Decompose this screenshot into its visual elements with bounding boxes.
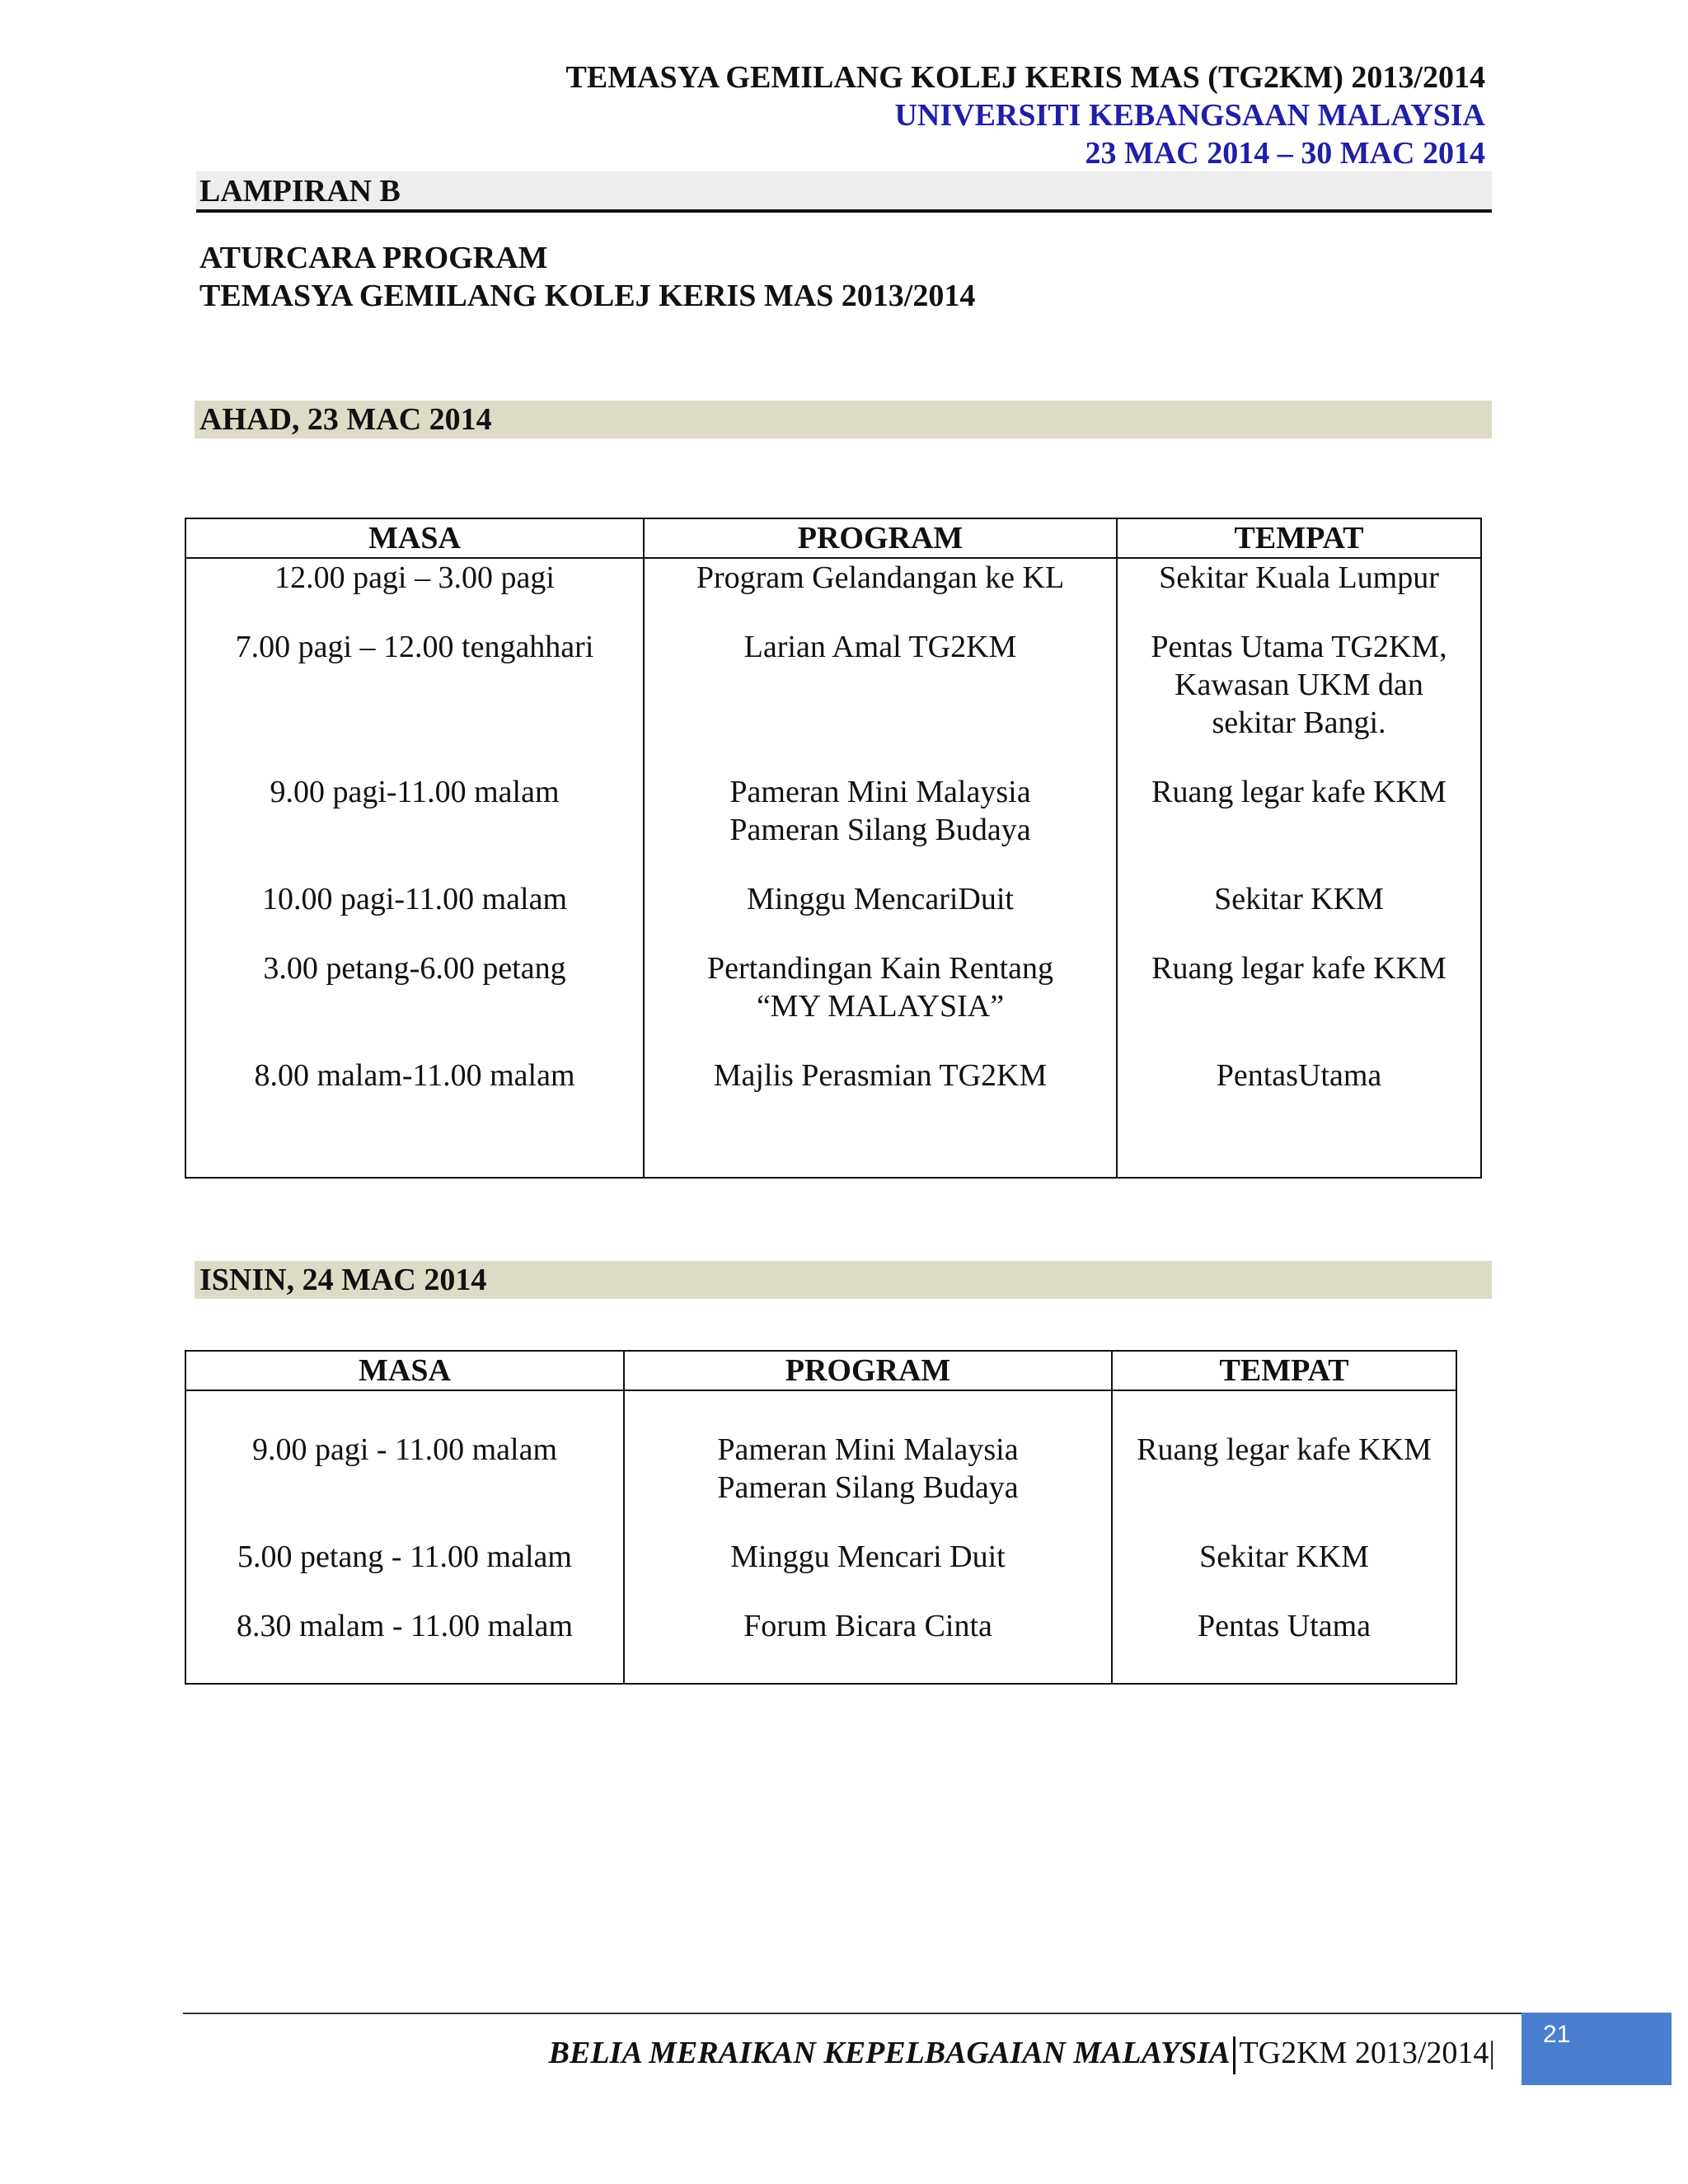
footer-slogan: BELIA MERAIKAN KEPELBAGAIAN MALAYSIA: [548, 2036, 1231, 2070]
tempat-text: Ruang legar kafe KKM: [1137, 1432, 1432, 1467]
masa-text: 9.00 pagi - 11.00 malam: [251, 1432, 558, 1467]
column-header-tempat: TEMPAT: [1117, 518, 1481, 558]
table-row: [185, 918, 1481, 1025]
footer-divider: [183, 2013, 1672, 2014]
table-row: [185, 597, 1481, 742]
column-header-masa: MASA: [185, 1351, 624, 1390]
cell-program: [644, 918, 1117, 1025]
cell-tempat: [1117, 597, 1481, 742]
program-text: Larian Amal TG2KM: [743, 630, 1017, 664]
column-header-program: PROGRAM: [644, 518, 1117, 558]
column-header-masa: MASA: [185, 518, 644, 558]
masa-text: 8.30 malam - 11.00 malam: [236, 1609, 574, 1643]
masa-text: 5.00 petang - 11.00 malam: [237, 1540, 572, 1574]
tempat-text: Sekitar KKM: [1214, 882, 1384, 916]
masa-text: 7.00 pagi – 12.00 tengahhari: [235, 630, 594, 664]
program-text: Program Gelandangan ke KL: [696, 560, 1065, 595]
cell-masa: [185, 918, 644, 1025]
header-title: TEMASYA GEMILANG KOLEJ KERIS MAS (TG2KM) 2013/2014: [565, 60, 1485, 95]
cell-tempat: [1117, 1025, 1481, 1178]
page-number-box: [1522, 2013, 1672, 2085]
masa-text: 9.00 pagi-11.00 malam: [270, 775, 560, 809]
cell-program: [644, 1025, 1117, 1178]
cell-program: [644, 742, 1117, 849]
table-row: [185, 742, 1481, 849]
column-header-program: PROGRAM: [624, 1351, 1112, 1390]
schedule-table-isnin: [185, 1350, 1457, 1685]
tempat-text: Sekitar KKM: [1199, 1540, 1369, 1574]
tempat-text: Ruang legar kafe KKM: [1151, 951, 1447, 986]
cell-tempat: [1117, 918, 1481, 1025]
cell-program: [624, 1576, 1112, 1684]
cell-program: [624, 1507, 1112, 1576]
table-row: [185, 849, 1481, 918]
program-text: Minggu Mencari Duit: [730, 1540, 1006, 1574]
table-row: [185, 1507, 1456, 1576]
page-number: 21: [1543, 2021, 1571, 2048]
program-text: Pameran Silang Budaya: [729, 813, 1031, 847]
cell-tempat: [1112, 1576, 1456, 1684]
cell-tempat: [1117, 558, 1481, 597]
cell-tempat: [1112, 1390, 1456, 1507]
masa-text: 12.00 pagi – 3.00 pagi: [274, 560, 555, 595]
program-text: Pertandingan Kain Rentang: [706, 951, 1053, 986]
title-line-1: ATURCARA PROGRAM: [199, 241, 548, 275]
tempat-text: Pentas Utama: [1197, 1609, 1371, 1643]
table-header-row: [185, 1351, 1456, 1390]
cell-program: [644, 597, 1117, 742]
cell-masa: [185, 849, 644, 918]
table-row: [185, 1390, 1456, 1507]
cell-tempat: [1112, 1507, 1456, 1576]
table-row: [185, 558, 1481, 597]
title-line-2: TEMASYA GEMILANG KOLEJ KERIS MAS 2013/2014: [199, 279, 976, 313]
cell-tempat: [1117, 742, 1481, 849]
tempat-text: Kawasan UKM dan: [1175, 668, 1423, 702]
program-text: Forum Bicara Cinta: [743, 1609, 992, 1643]
masa-text: 3.00 petang-6.00 petang: [263, 951, 566, 986]
header-dates: 23 MAC 2014 – 30 MAC 2014: [1085, 136, 1485, 171]
program-text: Pameran Mini Malaysia: [729, 775, 1031, 809]
program-text: Pameran Silang Budaya: [717, 1470, 1019, 1505]
program-text: Minggu MencariDuit: [746, 882, 1014, 916]
cell-masa: [185, 1507, 624, 1576]
program-text: Majlis Perasmian TG2KM: [713, 1058, 1048, 1093]
tempat-text: Sekitar Kuala Lumpur: [1159, 560, 1439, 595]
cell-program: [644, 849, 1117, 918]
cell-masa: [185, 558, 644, 597]
footer-edition: TG2KM 2013/2014|: [1239, 2036, 1495, 2070]
cell-program: [624, 1390, 1112, 1507]
day-heading-isnin: ISNIN, 24 MAC 2014: [195, 1261, 1492, 1299]
cell-masa: [185, 1025, 644, 1178]
cell-masa: [185, 1390, 624, 1507]
cell-masa: [185, 742, 644, 849]
tempat-text: Pentas Utama TG2KM,: [1151, 630, 1447, 664]
program-text: Pameran Mini Malaysia: [717, 1432, 1019, 1467]
lampiran-label: LAMPIRAN B: [196, 171, 1492, 213]
cell-tempat: [1117, 849, 1481, 918]
cell-masa: [185, 1576, 624, 1684]
program-text: “MY MALAYSIA”: [756, 989, 1005, 1024]
column-header-tempat: TEMPAT: [1112, 1351, 1456, 1390]
day-heading-ahad: AHAD, 23 MAC 2014: [195, 401, 1492, 438]
document-title: [199, 239, 975, 315]
tempat-text: Ruang legar kafe KKM: [1151, 775, 1447, 809]
footer: [549, 2032, 1495, 2074]
tempat-text: PentasUtama: [1216, 1058, 1382, 1093]
masa-text: 10.00 pagi-11.00 malam: [261, 882, 568, 916]
table-row: [185, 1576, 1456, 1684]
masa-text: 8.00 malam-11.00 malam: [254, 1058, 575, 1093]
table-row: [185, 1025, 1481, 1178]
header-university: UNIVERSITI KEBANGSAAN MALAYSIA: [894, 98, 1485, 133]
cell-program: [644, 558, 1117, 597]
schedule-table-ahad: [185, 518, 1482, 1179]
footer-separator: [1233, 2036, 1236, 2074]
cell-masa: [185, 597, 644, 742]
tempat-text: sekitar Bangi.: [1212, 705, 1386, 740]
table-header-row: [185, 518, 1481, 558]
